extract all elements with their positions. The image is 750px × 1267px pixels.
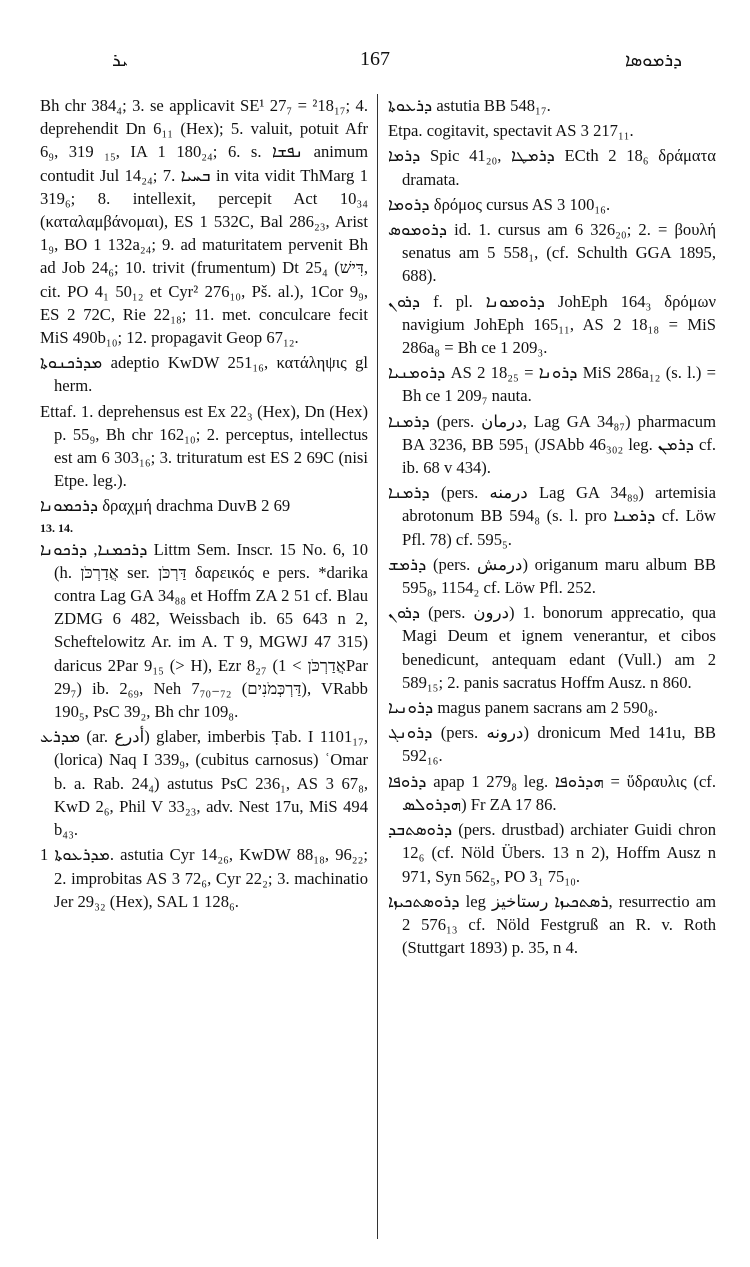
entry-origanum: ܕܪܡܫ (pers. درمش) origanum maru album BB 595₈, 1154₂ cf. Löw Pfl. 252. (388, 554, 716, 598)
entry-drachma: ܕܪܟܡܘܢܐ δραχμή drachma DuvB 2 69 (40, 496, 291, 516)
entry-etpa: Etpa. cogitavit, spectavit AS 3 217₁₁. (388, 121, 634, 141)
entry-drama: ܕܪܡܐ Spic 41₂₀, ܕܪܡܛܐ ECth 2 18₆ δράματα dramata. (388, 146, 716, 189)
entry-nauta: ܕܪܘܡܢܝܐ AS 2 18₂₅ = ܕܪܘܢܐ MiS 286a₁₂ (s. l.) = Bh ce 1 209₇ nauta. (388, 363, 716, 406)
entry-hydraulis: ܕܪܘܦܐ apap 1 279₈ leg. ܗܕܪܘܦܐ = ὕδραυλις (cf. ܗܕܪܘܠܣ) Fr ZA 17 86. (388, 771, 716, 814)
page-number: 167 (360, 48, 390, 70)
right-column (388, 94, 716, 961)
column-divider (377, 94, 378, 1239)
entry-ettaf: Ettaf. 1. deprehensus est Ex 22₃ (Hex), Dn (Hex) p. 55₉, Bh chr 162₁₀; 2. perceptus, intellectus est am 6 303₁₆; 3. trituratum est ES 2 69C (nisi Etpe. leg.). (40, 401, 368, 491)
left-column (40, 94, 368, 915)
entry-resurrectio: ܕܪܘܣܬܟܝܙܐ leg ܪܣܬܟܝܙܐ رستاخيز, resurrectio am 2 576₁₃ cf. Nöld Festgruß an R. v. Roth (Stuttgart 1893) p. 35, n 4. (388, 891, 716, 958)
entry-daricus: ܕܪܟܡܢܐ, ܕܪܟܘܢܐ Littm Sem. Inscr. 15 No. 6, 10 (h. אֲדַרְכֹּן ser. דַּרְכֹּן δαρεικός e pers. *darika contra Lag GA 34₈₈ et Hoffm ZA 2 51 cf. Blau ZDMG 6 482, Weissbach ib. 65 643 n 2, Scheftelowitz Ar. im A. T 9, MGWJ 47 315) daricus 2Par 9₁₅ (> H), Ezr 8₂₇ (אֲדַרְכֹּן > 1Par 29₇) ib. 2₆₉, Neh 7₇₀₋₇₂ (דַּרְכְּמֹנִים), VRabb 190₅, PsC 39₂, Bh chr 109₈. (40, 539, 368, 722)
entry-astutia: ܕܪܥܘܬܐ astutia BB 548₁₇. (388, 96, 551, 115)
entry-dronicum: ܕܪܘܢܓ (pers. درونه) dronicum Med 141u, BB 592₁₆. (388, 723, 716, 766)
entry-darun: ܕܪܘܢ (pers. درون) 1. bonorum apprecatio, qua Magi Deum et ignem venerantur, et cibos benedicunt, antequam edant (Vull.) am 2 589₁₅; 2. panis sacratus Hoffm Ausz. n 860. (388, 603, 716, 692)
entry-dromon: ܕܪܘܢ f. pl. ܕܪܘܡܘܢܐ JohEph 164₃ δρόμων navigium JohEph 165₁₁, AS 2 18₁₈ = MiS 286a₈ = Bh ce 1 209₃. (388, 291, 716, 358)
entry-madrekanuta: ܡܕܪܟܢܘܬܐ adeptio KwDW 251₁₆, κατάληψις gl herm. (40, 353, 368, 396)
entry-madruta: ܡܕܪܥܘܬܐ 1. astutia Cyr 14₂₆, KwDW 88₁₈, 96₂₂; 2. improbitas AS 3 72₆, Cyr 22₂; 3. machinatio Jer 29₃₂ (Hex), SAL 1 128₆. (40, 845, 368, 911)
entry-archiater: ܕܪܘܣܬܒܕ (pers. drustbad) archiater Guidi chron 12₆ (cf. Nöld Übers. 13 n 2), Hoffm Ausz n 971, Syn 562₅, PO 3₁ 75₁₀. (388, 820, 716, 886)
entry-continuation: Bh chr 384₄; 3. se applicavit SE¹ 27₇ = ²18₁₇; 4. deprehendit Dn 6₁₁ (Hex); 5. valuit, potuit Afr 6₉, 319 ₁₅, IA 1 180₂₄; 6. s. ܢܦܫܐ animum contudit Jul 14₂₄; 7. ܒܚܝܐ in vita vidit ThMarg 1 319₆; 8. intellexit, percepit Act 10₃₄ (καταλαμβάνομαι), ES 1 532C, Bal 286₂₃, Arist 1₉, BO 1 132a₂₄; 9. ad maturitatem pervenit Bh ad Job 24₆; 10. trivit (frumentum) Dt 25₄ (דִּישׁ, cit. PO 4₁ 50₁₂ et Cyr² 276₁₀, Pš. al.), 1Cor 9₉, ES 2 72C, Rie 22₁₈; 11. met. conculcare fecit MiS 490b₁₀; 12. propagavit Geop 67₁₂. (40, 96, 368, 348)
entry-drachma-refs: 13. 14. (40, 520, 73, 535)
entry-magus: ܕܪܘܢܝܐ magus panem sacrans am 2 590₈. (388, 698, 658, 718)
entry-dromos: ܕܪܘܡܐ δρόμος cursus AS 3 100₁₆. (388, 194, 611, 214)
entry-artemisia: ܕܪܡܢܐ (pers. درمنه Lag GA 34₈₉) artemisia abrotonum BB 594₈ (s. l. pro ܕܪܡܢܐ cf. Löw Pfl. 78) cf. 595₅. (388, 483, 717, 549)
entry-pharmacum: ܕܪܡܢܐ (pers. درمان, Lag GA 34₈₇) pharmacum BA 3236, BB 595₁ (JSAbb 46₃₀₂ leg. ܕܪܡܢ cf. ib. 68 v 434). (388, 411, 716, 478)
page-header (40, 48, 710, 78)
header-left-catchword: ܝܪ (112, 50, 129, 70)
header-right-catchword: ܕܪܡܘܣܐ (625, 50, 682, 70)
entry-dromos-id: ܕܪܘܡܘܣ id. 1. cursus am 6 326₂₀; 2. = βουλή senatus am 5 558₁, (cf. Schulth GGA 1895, 688). (388, 220, 716, 286)
entry-madra: ܡܕܪܥ (ar. أدرع) glaber, imberbis Ṭab. I 1101₁₇, (lorica) Naq I 339₉, (cubitus carnosus) ʿOmar b. a. Rab. 24₄) astutus PsC 236₁, AS 3 67₈, KwD 2₆, Phil V 33₂₃, adv. Nest 17u, MiS 494 b₄₃. (40, 727, 368, 840)
